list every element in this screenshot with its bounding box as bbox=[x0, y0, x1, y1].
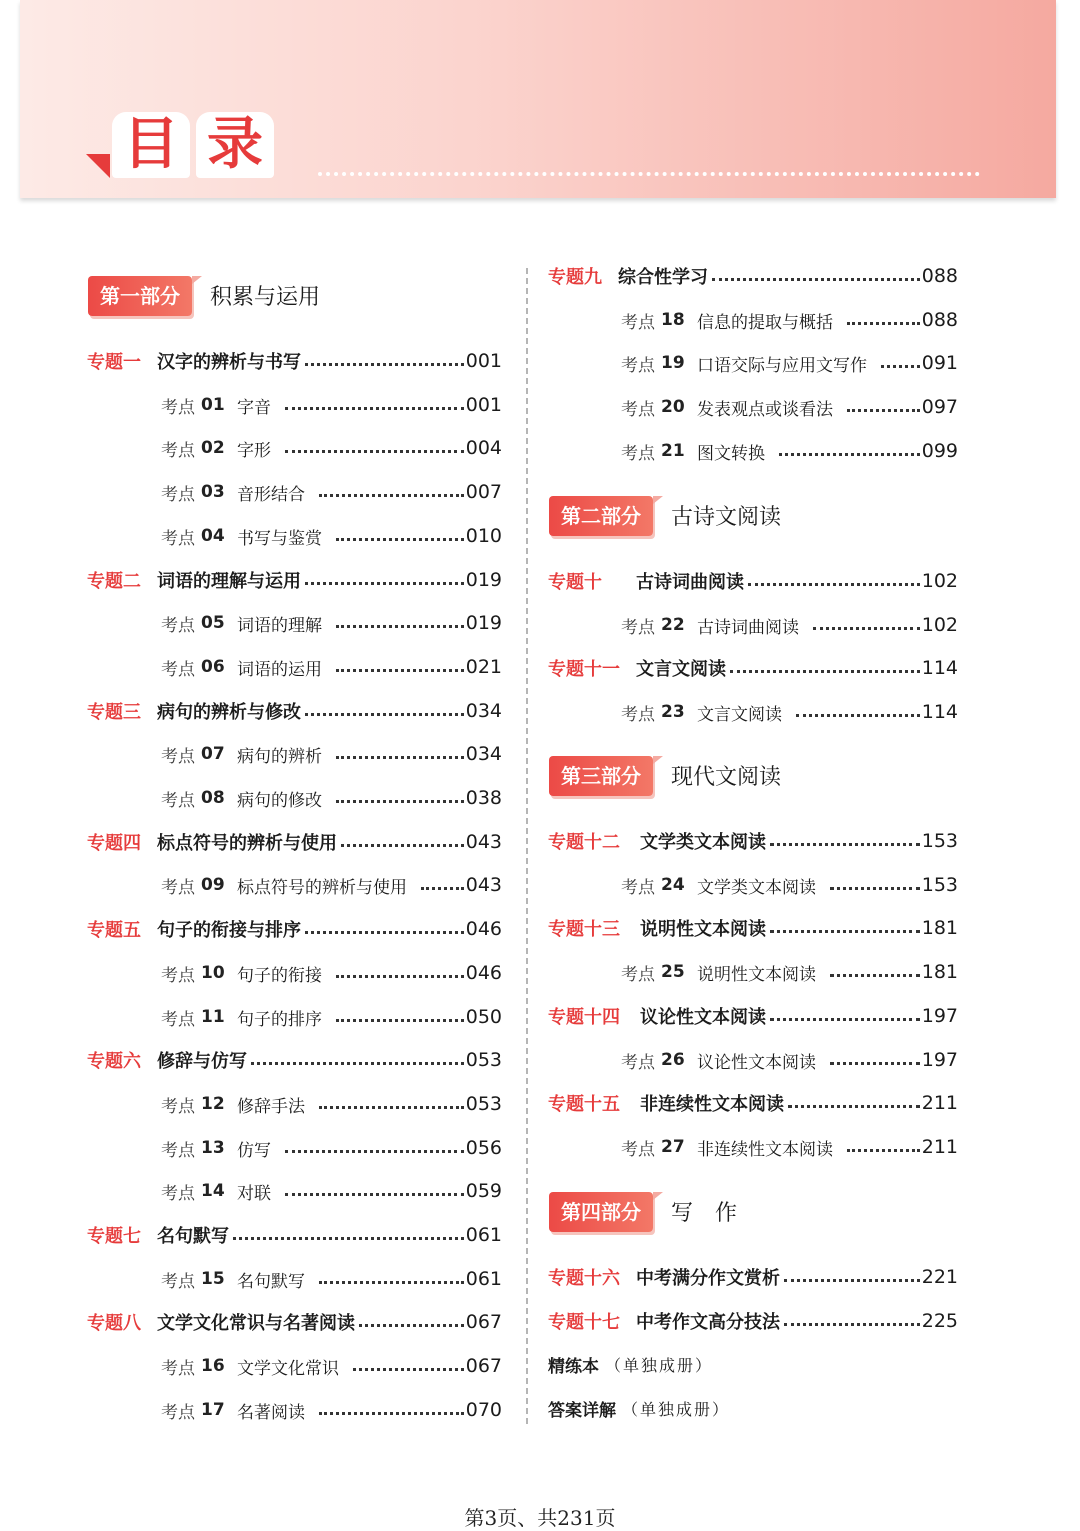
topic-row[interactable] bbox=[87, 696, 502, 726]
point-number: 14 bbox=[201, 1181, 225, 1201]
point-label: 考点 bbox=[161, 790, 195, 811]
page-number: 197 bbox=[921, 1005, 958, 1027]
column-divider bbox=[526, 268, 528, 1424]
point-number: 20 bbox=[661, 397, 685, 417]
point-label-wrap bbox=[161, 524, 237, 549]
point-title: 仿写 bbox=[237, 1140, 271, 1161]
point-label: 考点 bbox=[161, 484, 195, 505]
topic-label: 专题十六 bbox=[548, 1268, 620, 1289]
point-row[interactable] bbox=[161, 1264, 502, 1294]
point-label: 考点 bbox=[161, 397, 195, 418]
title-char-1: 目 bbox=[112, 112, 190, 178]
leader-dots bbox=[319, 1412, 464, 1415]
extra-row[interactable] bbox=[548, 1349, 958, 1379]
point-number: 08 bbox=[201, 788, 225, 808]
point-title: 议论性文本阅读 bbox=[697, 1052, 816, 1073]
point-row[interactable] bbox=[161, 783, 502, 813]
leader-dots bbox=[770, 843, 920, 846]
topic-row[interactable] bbox=[548, 261, 958, 291]
topic-label: 专题十四 bbox=[548, 1007, 620, 1028]
point-label: 考点 bbox=[161, 615, 195, 636]
point-title: 字音 bbox=[237, 397, 271, 418]
page-number: 021 bbox=[465, 656, 502, 678]
topic-label: 专题五 bbox=[87, 920, 141, 941]
page-number: 102 bbox=[921, 614, 958, 636]
topic-label: 专题三 bbox=[87, 702, 141, 723]
point-label: 考点 bbox=[621, 964, 655, 985]
point-label-wrap bbox=[161, 1267, 237, 1292]
leader-dots bbox=[847, 409, 920, 412]
page-number: 019 bbox=[465, 569, 502, 591]
point-label-wrap bbox=[161, 873, 237, 898]
point-title: 对联 bbox=[237, 1183, 271, 1204]
page-number: 153 bbox=[921, 830, 958, 852]
topic-title: 中考作文高分技法 bbox=[636, 1312, 780, 1333]
point-label-wrap bbox=[161, 786, 237, 811]
topic-label: 专题一 bbox=[87, 352, 141, 373]
leader-dots bbox=[830, 887, 920, 890]
point-number: 21 bbox=[661, 441, 685, 461]
point-title: 文学文化常识 bbox=[237, 1358, 339, 1379]
point-title: 标点符号的辨析与使用 bbox=[237, 877, 407, 898]
part-label-fold bbox=[653, 1192, 663, 1200]
point-label-wrap bbox=[161, 1179, 237, 1204]
leader-dots bbox=[336, 975, 464, 978]
page-number: 225 bbox=[921, 1310, 958, 1332]
topic-row[interactable] bbox=[548, 826, 958, 856]
point-row[interactable] bbox=[621, 392, 958, 422]
topic-label: 专题十五 bbox=[548, 1094, 620, 1115]
point-row[interactable] bbox=[621, 305, 958, 335]
leader-dots bbox=[336, 538, 464, 541]
leader-dots bbox=[319, 494, 464, 497]
page-number: 019 bbox=[465, 612, 502, 634]
leader-dots bbox=[285, 1150, 464, 1153]
point-label: 考点 bbox=[621, 617, 655, 638]
point-number: 23 bbox=[661, 702, 685, 722]
point-label: 考点 bbox=[161, 440, 195, 461]
part-label-fold bbox=[653, 496, 663, 504]
topic-label: 专题十一 bbox=[548, 659, 620, 680]
point-label-wrap bbox=[161, 1354, 237, 1379]
point-label: 考点 bbox=[161, 1271, 195, 1292]
point-title: 病句的修改 bbox=[237, 790, 322, 811]
part-label-fold bbox=[192, 276, 202, 284]
point-number: 05 bbox=[201, 613, 225, 633]
leader-dots bbox=[285, 407, 464, 410]
page-number: 197 bbox=[921, 1049, 958, 1071]
point-number: 11 bbox=[201, 1007, 225, 1027]
topic-label: 专题八 bbox=[87, 1313, 141, 1334]
point-row[interactable] bbox=[621, 870, 958, 900]
point-title: 文学类文本阅读 bbox=[697, 877, 816, 898]
page-number: 034 bbox=[465, 743, 502, 765]
point-label: 考点 bbox=[621, 399, 655, 420]
point-label-wrap bbox=[621, 351, 697, 376]
leader-dots bbox=[353, 1368, 464, 1371]
leader-dots bbox=[336, 625, 464, 628]
page-number: 043 bbox=[465, 874, 502, 896]
point-row[interactable] bbox=[621, 1045, 958, 1075]
topic-title: 说明性文本阅读 bbox=[640, 919, 766, 940]
page-number: 099 bbox=[921, 440, 958, 462]
part-label: 第一部分 bbox=[88, 276, 192, 316]
leader-dots bbox=[770, 1018, 920, 1021]
point-label-wrap bbox=[161, 436, 237, 461]
point-label: 考点 bbox=[621, 877, 655, 898]
topic-title: 名句默写 bbox=[157, 1226, 229, 1247]
point-number: 17 bbox=[201, 1400, 225, 1420]
leader-dots bbox=[341, 844, 464, 847]
topic-label: 专题十二 bbox=[548, 832, 620, 853]
extra-note: （单独成册） bbox=[605, 1355, 714, 1375]
page-number: 043 bbox=[465, 831, 502, 853]
point-label-wrap bbox=[161, 1005, 237, 1030]
page-number: 067 bbox=[465, 1355, 502, 1377]
leader-dots bbox=[251, 1062, 464, 1065]
point-label: 考点 bbox=[161, 746, 195, 767]
leader-dots bbox=[305, 582, 464, 585]
leader-dots bbox=[305, 931, 464, 934]
point-title: 信息的提取与概括 bbox=[697, 312, 833, 333]
point-title: 句子的排序 bbox=[237, 1009, 322, 1030]
topic-title: 文学类文本阅读 bbox=[640, 832, 766, 853]
page-number: 053 bbox=[465, 1093, 502, 1115]
point-row[interactable] bbox=[161, 1176, 502, 1206]
point-row[interactable] bbox=[161, 608, 502, 638]
point-title: 名句默写 bbox=[237, 1271, 305, 1292]
point-title: 字形 bbox=[237, 440, 271, 461]
point-row[interactable] bbox=[161, 739, 502, 769]
leader-dots bbox=[730, 670, 920, 673]
topic-row[interactable] bbox=[87, 1220, 502, 1250]
topic-label: 专题七 bbox=[87, 1226, 141, 1247]
point-label-wrap bbox=[621, 308, 697, 333]
topic-row[interactable] bbox=[87, 914, 502, 944]
point-row[interactable] bbox=[161, 958, 502, 988]
topic-row[interactable] bbox=[87, 1307, 502, 1337]
point-row[interactable] bbox=[161, 1395, 502, 1425]
topic-row[interactable] bbox=[548, 1306, 958, 1336]
part-label: 第二部分 bbox=[549, 496, 653, 536]
topic-label: 专题六 bbox=[87, 1051, 141, 1072]
topic-row[interactable] bbox=[548, 913, 958, 943]
topic-label: 专题四 bbox=[87, 833, 141, 854]
point-title: 书写与鉴赏 bbox=[237, 528, 322, 549]
point-row[interactable] bbox=[161, 521, 502, 551]
point-label-wrap bbox=[161, 1398, 237, 1423]
page-number: 211 bbox=[921, 1092, 958, 1114]
page-number: 114 bbox=[921, 701, 958, 723]
point-label: 考点 bbox=[161, 1140, 195, 1161]
title-char-2: 录 bbox=[196, 112, 274, 178]
point-label-wrap bbox=[161, 393, 237, 418]
point-title: 口语交际与应用文写作 bbox=[697, 355, 867, 376]
page-number: 046 bbox=[465, 962, 502, 984]
point-number: 13 bbox=[201, 1138, 225, 1158]
leader-dots bbox=[770, 930, 920, 933]
point-label: 考点 bbox=[161, 1183, 195, 1204]
point-row[interactable] bbox=[621, 1132, 958, 1162]
page-number: 053 bbox=[465, 1049, 502, 1071]
point-number: 03 bbox=[201, 482, 225, 502]
point-number: 02 bbox=[201, 438, 225, 458]
page-number: 221 bbox=[921, 1266, 958, 1288]
topic-row[interactable] bbox=[87, 1045, 502, 1075]
page-number: 070 bbox=[465, 1399, 502, 1421]
leader-dots bbox=[779, 453, 920, 456]
page-number: 001 bbox=[465, 350, 502, 372]
point-number: 26 bbox=[661, 1050, 685, 1070]
point-label-wrap bbox=[621, 1135, 697, 1160]
point-row[interactable] bbox=[621, 348, 958, 378]
topic-title: 非连续性文本阅读 bbox=[640, 1094, 784, 1115]
point-number: 24 bbox=[661, 875, 685, 895]
leader-dots bbox=[830, 1062, 920, 1065]
point-label-wrap bbox=[161, 611, 237, 636]
topic-row[interactable] bbox=[87, 346, 502, 376]
page-number: 046 bbox=[465, 918, 502, 940]
point-label-wrap bbox=[621, 700, 697, 725]
leader-dots bbox=[319, 1281, 464, 1284]
page-number: 001 bbox=[465, 394, 502, 416]
point-label-wrap bbox=[161, 1092, 237, 1117]
point-label: 考点 bbox=[161, 528, 195, 549]
point-label: 考点 bbox=[621, 443, 655, 464]
point-number: 16 bbox=[201, 1356, 225, 1376]
page-number: 211 bbox=[921, 1136, 958, 1158]
point-number: 25 bbox=[661, 962, 685, 982]
point-title: 古诗词曲阅读 bbox=[697, 617, 799, 638]
point-row[interactable] bbox=[161, 870, 502, 900]
leader-dots bbox=[336, 756, 464, 759]
page-number: 102 bbox=[921, 570, 958, 592]
leader-dots bbox=[784, 1323, 920, 1326]
point-number: 01 bbox=[201, 395, 225, 415]
topic-title: 汉字的辨析与书写 bbox=[157, 352, 301, 373]
point-title: 说明性文本阅读 bbox=[697, 964, 816, 985]
point-label-wrap bbox=[161, 655, 237, 680]
point-number: 09 bbox=[201, 875, 225, 895]
topic-title: 古诗词曲阅读 bbox=[636, 572, 744, 593]
part-label: 第三部分 bbox=[549, 756, 653, 796]
point-label: 考点 bbox=[161, 1096, 195, 1117]
topic-title: 句子的衔接与排序 bbox=[157, 920, 301, 941]
point-title: 非连续性文本阅读 bbox=[697, 1139, 833, 1160]
topic-title: 中考满分作文赏析 bbox=[636, 1268, 780, 1289]
leader-dots bbox=[359, 1324, 464, 1327]
point-label-wrap bbox=[161, 961, 237, 986]
point-label: 考点 bbox=[621, 704, 655, 725]
page-number: 088 bbox=[921, 265, 958, 287]
point-title: 词语的运用 bbox=[237, 659, 322, 680]
point-row[interactable] bbox=[621, 697, 958, 727]
page-number: 034 bbox=[465, 700, 502, 722]
point-label-wrap bbox=[161, 1136, 237, 1161]
point-number: 15 bbox=[201, 1269, 225, 1289]
leader-dots bbox=[305, 363, 464, 366]
point-label-wrap bbox=[161, 742, 237, 767]
point-title: 发表观点或谈看法 bbox=[697, 399, 833, 420]
point-number: 07 bbox=[201, 744, 225, 764]
leader-dots bbox=[712, 278, 920, 281]
topic-title: 文言文阅读 bbox=[636, 659, 726, 680]
part-title: 写 作 bbox=[671, 1201, 738, 1226]
point-row[interactable] bbox=[161, 433, 502, 463]
point-title: 病句的辨析 bbox=[237, 746, 322, 767]
banner-dotted-line bbox=[318, 172, 980, 176]
page-number: 010 bbox=[465, 525, 502, 547]
page-number: 114 bbox=[921, 657, 958, 679]
leader-dots bbox=[285, 1193, 464, 1196]
leader-dots bbox=[421, 887, 464, 890]
leader-dots bbox=[847, 1149, 920, 1152]
point-number: 06 bbox=[201, 657, 225, 677]
part-title: 积累与运用 bbox=[210, 285, 321, 310]
point-row[interactable] bbox=[161, 1351, 502, 1381]
topic-title: 词语的理解与运用 bbox=[157, 571, 301, 592]
leader-dots bbox=[319, 1106, 464, 1109]
point-number: 10 bbox=[201, 963, 225, 983]
leader-dots bbox=[813, 627, 920, 630]
point-label: 考点 bbox=[621, 1139, 655, 1160]
page-number: 061 bbox=[465, 1268, 502, 1290]
leader-dots bbox=[336, 1019, 464, 1022]
topic-row[interactable] bbox=[548, 1262, 958, 1292]
page-number: 181 bbox=[921, 961, 958, 983]
leader-dots bbox=[788, 1105, 920, 1108]
page-number: 004 bbox=[465, 437, 502, 459]
topic-row[interactable] bbox=[87, 827, 502, 857]
point-row[interactable] bbox=[621, 610, 958, 640]
point-label: 考点 bbox=[161, 659, 195, 680]
topic-title: 议论性文本阅读 bbox=[640, 1007, 766, 1028]
point-row[interactable] bbox=[161, 652, 502, 682]
page-number: 181 bbox=[921, 917, 958, 939]
point-title: 修辞手法 bbox=[237, 1096, 305, 1117]
point-title: 名著阅读 bbox=[237, 1402, 305, 1423]
topic-title: 病句的辨析与修改 bbox=[157, 702, 301, 723]
point-label-wrap bbox=[621, 1048, 697, 1073]
point-row[interactable] bbox=[161, 1089, 502, 1119]
topic-row[interactable] bbox=[548, 1088, 958, 1118]
leader-dots bbox=[336, 669, 464, 672]
part-label-fold bbox=[653, 756, 663, 764]
page-number: 007 bbox=[465, 481, 502, 503]
extra-note: （单独成册） bbox=[622, 1399, 731, 1419]
topic-title: 修辞与仿写 bbox=[157, 1051, 247, 1072]
point-label: 考点 bbox=[621, 1052, 655, 1073]
point-label: 考点 bbox=[161, 1358, 195, 1379]
topic-label: 专题九 bbox=[548, 267, 602, 288]
point-label-wrap bbox=[621, 873, 697, 898]
page-number: 088 bbox=[921, 309, 958, 331]
leader-dots bbox=[830, 974, 920, 977]
part-label: 第四部分 bbox=[549, 1192, 653, 1232]
point-title: 词语的理解 bbox=[237, 615, 322, 636]
point-label-wrap bbox=[621, 439, 697, 464]
point-row[interactable] bbox=[161, 477, 502, 507]
leader-dots bbox=[784, 1279, 920, 1282]
part-title: 现代文阅读 bbox=[671, 765, 782, 790]
leader-dots bbox=[748, 583, 920, 586]
extra-title: 答案详解 bbox=[548, 1400, 616, 1421]
point-row[interactable] bbox=[161, 1133, 502, 1163]
title-ribbon-fold bbox=[86, 154, 110, 178]
point-label-wrap bbox=[621, 960, 697, 985]
point-row[interactable] bbox=[621, 957, 958, 987]
point-title: 句子的衔接 bbox=[237, 965, 322, 986]
leader-dots bbox=[285, 450, 464, 453]
point-label-wrap bbox=[621, 395, 697, 420]
page-number: 153 bbox=[921, 874, 958, 896]
leader-dots bbox=[881, 365, 920, 368]
leader-dots bbox=[336, 800, 464, 803]
topic-title: 文学文化常识与名著阅读 bbox=[157, 1313, 355, 1334]
point-label: 考点 bbox=[161, 1402, 195, 1423]
point-title: 音形结合 bbox=[237, 484, 305, 505]
leader-dots bbox=[233, 1237, 464, 1240]
page-number: 056 bbox=[465, 1137, 502, 1159]
part-title: 古诗文阅读 bbox=[671, 505, 782, 530]
topic-row[interactable] bbox=[87, 565, 502, 595]
topic-label: 专题十 bbox=[548, 572, 602, 593]
point-title: 文言文阅读 bbox=[697, 704, 782, 725]
page-number: 067 bbox=[465, 1311, 502, 1333]
extra-title: 精练本 bbox=[548, 1356, 599, 1377]
point-row[interactable] bbox=[161, 1002, 502, 1032]
point-title: 图文转换 bbox=[697, 443, 765, 464]
topic-label: 专题二 bbox=[87, 571, 141, 592]
point-label: 考点 bbox=[161, 965, 195, 986]
point-number: 12 bbox=[201, 1094, 225, 1114]
page-number: 050 bbox=[465, 1006, 502, 1028]
point-row[interactable] bbox=[161, 390, 502, 420]
page-footer: 第3页、共231页 bbox=[464, 1506, 616, 1530]
page-number: 059 bbox=[465, 1180, 502, 1202]
point-number: 04 bbox=[201, 526, 225, 546]
extra-row[interactable] bbox=[548, 1393, 958, 1423]
point-label-wrap bbox=[161, 480, 237, 505]
leader-dots bbox=[305, 713, 464, 716]
point-number: 19 bbox=[661, 353, 685, 373]
topic-label: 专题十七 bbox=[548, 1312, 620, 1333]
point-label: 考点 bbox=[161, 1009, 195, 1030]
topic-row[interactable] bbox=[548, 566, 958, 596]
page-number: 061 bbox=[465, 1224, 502, 1246]
leader-dots bbox=[847, 322, 920, 325]
topic-title: 综合性学习 bbox=[618, 267, 708, 288]
page-number: 097 bbox=[921, 396, 958, 418]
topic-label: 专题十三 bbox=[548, 919, 620, 940]
point-label: 考点 bbox=[161, 877, 195, 898]
leader-dots bbox=[796, 714, 920, 717]
point-number: 27 bbox=[661, 1137, 685, 1157]
point-label-wrap bbox=[621, 613, 697, 638]
point-number: 18 bbox=[661, 310, 685, 330]
point-label: 考点 bbox=[621, 312, 655, 333]
point-row[interactable] bbox=[621, 436, 958, 466]
point-number: 22 bbox=[661, 615, 685, 635]
point-label: 考点 bbox=[621, 355, 655, 376]
topic-title: 标点符号的辨析与使用 bbox=[157, 833, 337, 854]
topic-row[interactable] bbox=[548, 653, 958, 683]
topic-row[interactable] bbox=[548, 1001, 958, 1031]
page-number: 091 bbox=[921, 352, 958, 374]
page-number: 038 bbox=[465, 787, 502, 809]
